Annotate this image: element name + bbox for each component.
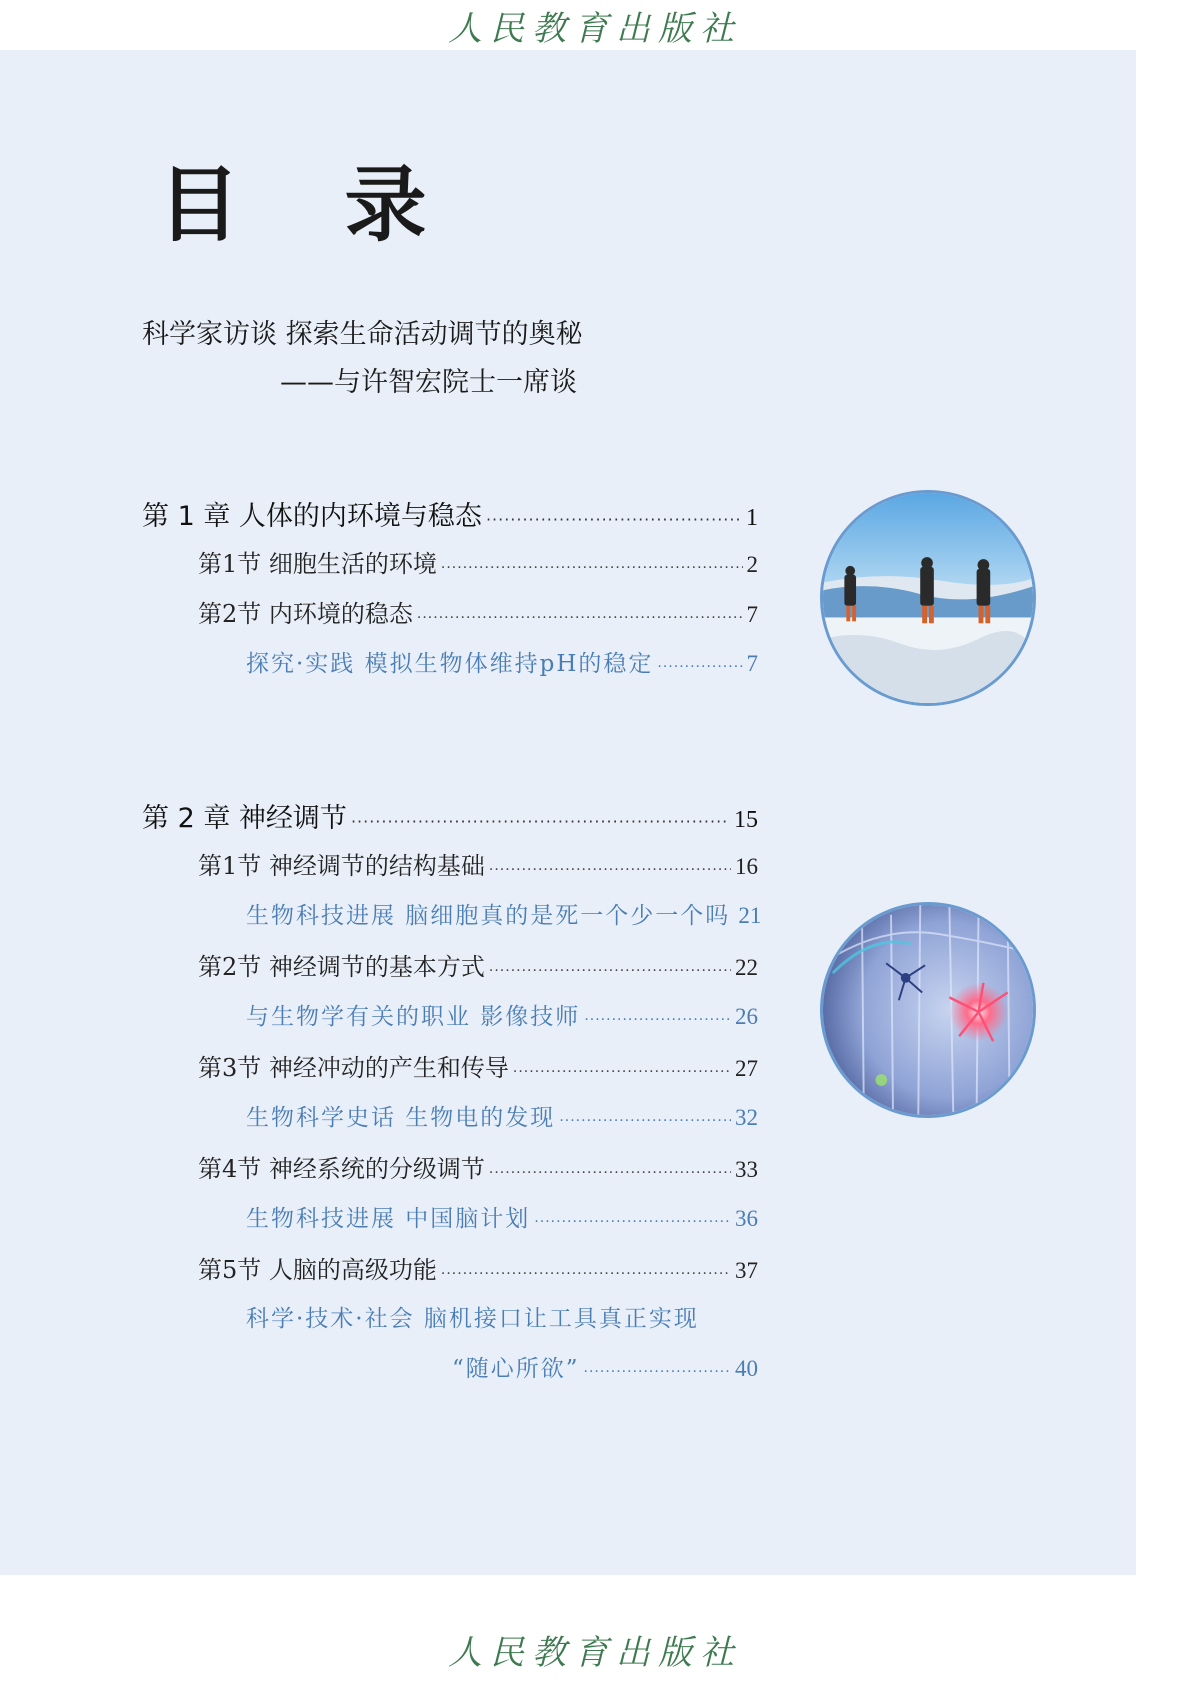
publisher-header: 人民教育出版社: [448, 9, 742, 49]
page-title: 目 录: [158, 158, 465, 253]
toc-section-page: 22: [735, 955, 758, 980]
dot-leader: [534, 1214, 731, 1230]
chapter-1-image: [820, 490, 1036, 706]
dot-leader: [351, 812, 730, 831]
toc-chapter-2-page: 15: [734, 807, 758, 833]
toc-box-2-1[interactable]: [246, 897, 762, 930]
expedition-photo-icon: [823, 493, 1033, 703]
toc-box-label: 生物科技进展 脑细胞真的是死一个少一个吗: [246, 903, 731, 929]
toc-box-label: 生物科学史话 生物电的发现: [246, 1105, 556, 1131]
chapter-2-image: [820, 902, 1036, 1118]
toc-chapter-1-page: 1: [746, 505, 758, 531]
toc-box-label: 生物科技进展 中国脑计划: [246, 1206, 531, 1232]
toc-section-label: 第1节 细胞生活的环境: [198, 550, 437, 578]
toc-box-2-5-line1[interactable]: 科学·技术·社会 脑机接口让工具真正实现: [246, 1306, 699, 1332]
toc-section-label: 第5节 人脑的高级功能: [198, 1256, 437, 1284]
dot-leader: [489, 862, 731, 878]
neuron-illustration-icon: [823, 905, 1033, 1115]
toc-chapter-1[interactable]: [142, 494, 758, 533]
toc-box-page: 26: [735, 1004, 758, 1029]
toc-chapter-2-label: 第 2 章 神经调节: [142, 803, 347, 834]
interview-title[interactable]: 科学家访谈 探索生命活动调节的奥秘: [142, 319, 583, 350]
dot-leader: [657, 659, 742, 675]
dot-leader: [417, 610, 743, 626]
toc-box-2-3[interactable]: [246, 1099, 758, 1132]
interview-subtitle[interactable]: ——与许智宏院士一席谈: [280, 367, 577, 398]
toc-box-2-4[interactable]: [246, 1200, 758, 1233]
dot-leader: [584, 1364, 731, 1380]
toc-section-label: 第2节 神经调节的基本方式: [198, 953, 485, 981]
toc-section-2-3[interactable]: [198, 1048, 758, 1083]
toc-section-page: 2: [746, 552, 758, 577]
toc-section-page: 33: [735, 1157, 758, 1182]
toc-section-label: 第2节 内环境的稳态: [198, 600, 413, 628]
toc-box-1-1[interactable]: [246, 645, 758, 678]
dot-leader: [441, 1266, 731, 1282]
toc-section-1-2[interactable]: [198, 594, 758, 629]
toc-section-page: 7: [746, 602, 758, 627]
toc-box-page: 36: [735, 1206, 758, 1231]
toc-box-page: 32: [735, 1105, 758, 1130]
dot-leader: [513, 1064, 731, 1080]
toc-section-label: 第1节 神经调节的结构基础: [198, 852, 485, 880]
toc-section-page: 16: [735, 854, 758, 879]
toc-box-page: 21: [738, 903, 762, 928]
toc-box-label: 探究·实践 模拟生物体维持pH的稳定: [246, 651, 654, 677]
toc-box-2-2[interactable]: [246, 998, 758, 1031]
dot-leader: [489, 963, 731, 979]
toc-chapter-2[interactable]: [142, 796, 758, 835]
toc-section-1-1[interactable]: [198, 544, 758, 579]
toc-box-page: 7: [746, 651, 758, 676]
toc-section-label: 第4节 神经系统的分级调节: [198, 1155, 485, 1183]
toc-chapter-1-label: 第 1 章 人体的内环境与稳态: [142, 501, 482, 532]
dot-leader: [559, 1113, 731, 1129]
dot-leader: [486, 510, 742, 529]
toc-section-2-5[interactable]: [198, 1250, 758, 1285]
toc-section-2-2[interactable]: [198, 947, 758, 982]
toc-box-label: 与生物学有关的职业 影像技师: [246, 1004, 581, 1030]
toc-section-page: 37: [735, 1258, 758, 1283]
dot-leader: [489, 1165, 731, 1181]
toc-section-page: 27: [735, 1056, 758, 1081]
toc-box-page: 40: [735, 1356, 758, 1381]
toc-section-2-1[interactable]: [198, 846, 758, 881]
dot-leader: [441, 560, 743, 576]
toc-box-label: “随心所欲”: [452, 1356, 580, 1382]
toc-section-label: 第3节 神经冲动的产生和传导: [198, 1054, 509, 1082]
dot-leader: [584, 1012, 731, 1028]
toc-section-2-4[interactable]: [198, 1149, 758, 1184]
toc-box-2-5[interactable]: [452, 1350, 758, 1383]
publisher-footer: 人民教育出版社: [448, 1633, 742, 1673]
